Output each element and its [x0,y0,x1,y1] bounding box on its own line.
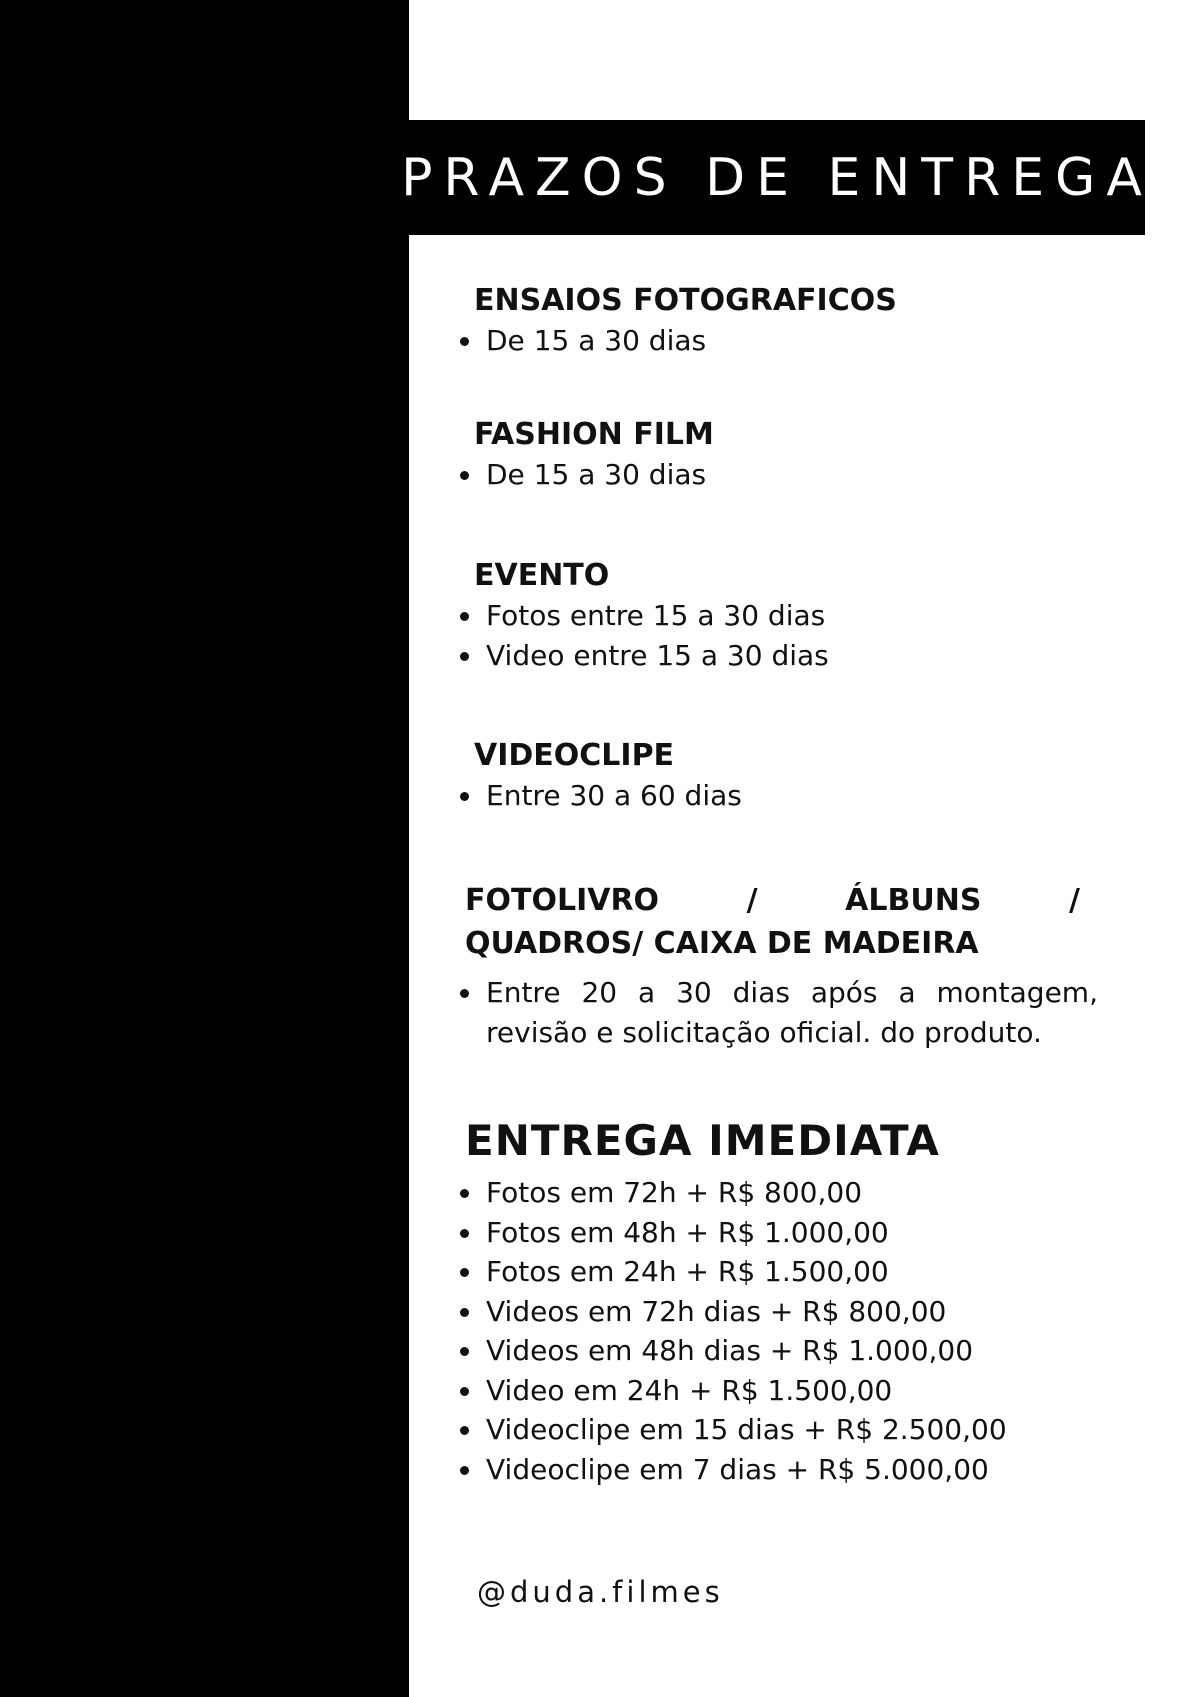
section-heading: ENTREGA IMEDIATA [465,1116,940,1165]
heading-line-2: QUADROS/ CAIXA DE MADEIRA [465,926,979,961]
bullet-list [455,1173,1145,1489]
heading-word: FOTOLIVRO [465,883,660,918]
list-item: De 15 a 30 dias [455,321,1145,361]
section-heading: VIDEOCLIPE [474,738,675,773]
heading-word: ÁLBUNS [845,883,982,918]
section-heading [465,879,1145,965]
list-item: Entre 30 a 60 dias [455,776,1145,816]
bullet-list [455,776,1145,816]
list-item: Video em 24h + R$ 1.500,00 [455,1371,1145,1411]
section-ensaios [455,281,1145,361]
list-item: Videos em 48h dias + R$ 1.000,00 [455,1331,1145,1371]
title-bar [401,120,1153,235]
social-handle: @duda.filmes [477,1575,724,1609]
list-item: De 15 a 30 dias [455,455,1145,495]
list-item: Videos em 72h dias + R$ 800,00 [455,1292,1145,1332]
section-heading: ENSAIOS FOTOGRAFICOS [474,283,897,318]
section-evento [455,556,1145,675]
list-item: Videoclipe em 15 dias + R$ 2.500,00 [455,1410,1145,1450]
section-entrega-imediata [455,1113,1145,1489]
section-heading: EVENTO [474,558,610,593]
page-title: PRAZOS DE ENTREGA [401,147,1153,208]
list-item: Fotos em 48h + R$ 1.000,00 [455,1213,1145,1253]
bullet-list [455,321,1145,361]
list-item: Entre 20 a 30 dias após a montagem, revisão e solicitação oficial. do produto. [455,973,1098,1052]
heading-line-1 [465,879,1080,922]
section-heading: FASHION FILM [474,417,714,452]
bullet-list [455,973,1145,1052]
list-item: Videoclipe em 7 dias + R$ 5.000,00 [455,1450,1145,1490]
bullet-list [455,596,1145,675]
bullet-list [455,455,1145,495]
heading-word: / [1069,883,1080,918]
list-item: Video entre 15 a 30 dias [455,636,1145,676]
list-item: Fotos em 72h + R$ 800,00 [455,1173,1145,1213]
list-item: Fotos entre 15 a 30 dias [455,596,1145,636]
section-fotolivro [455,879,1145,1052]
section-fashion-film [455,415,1145,495]
list-item: Fotos em 24h + R$ 1.500,00 [455,1252,1145,1292]
left-black-band [0,0,409,1697]
section-videoclipe [455,736,1145,816]
heading-word: / [746,883,758,918]
